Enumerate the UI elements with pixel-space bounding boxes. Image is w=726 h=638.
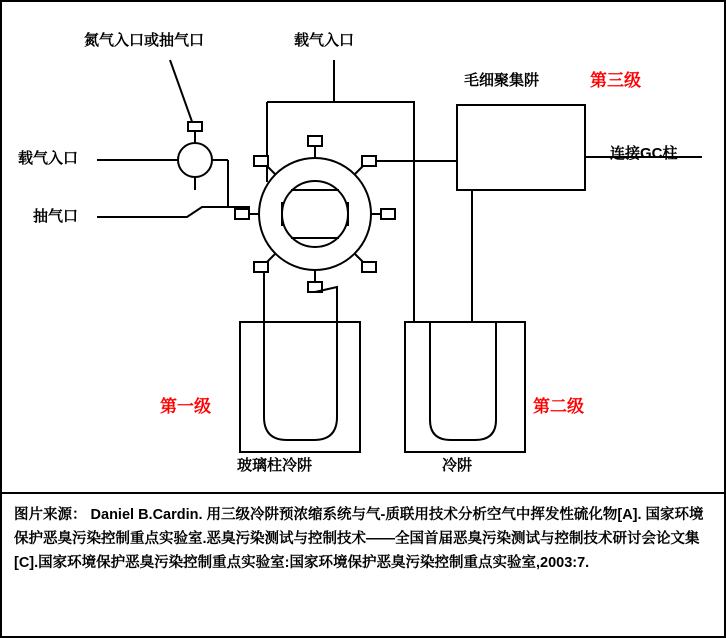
source-citation-text: 图片来源： Daniel B.Cardin. 用三级冷阱预浓缩系统与气-质联用技术分析空气中挥发性硫化物[A]. 国家环境保护恶臭污染控制重点实验室.恶臭污染测试与控制技术——全国首届恶臭污染测试与控制技术研讨会论文集[C].国家环境保护恶臭污染控制重点实验室:国家环境保护恶臭污染控制重点实验室,2003:7. bbox=[14, 507, 704, 571]
label-stage-two: 第二级 bbox=[533, 397, 584, 416]
valve-port-top bbox=[188, 122, 202, 131]
label-carrier-gas-inlet-left: 载气入口 bbox=[18, 150, 79, 167]
valve-body bbox=[178, 143, 212, 177]
stage1-dewar bbox=[240, 322, 360, 452]
label-stage-one: 第一级 bbox=[160, 397, 211, 416]
label-nitrogen-inlet: 氮气入口或抽气口 bbox=[84, 32, 205, 49]
diagram-area bbox=[2, 2, 724, 492]
source-citation-box bbox=[2, 492, 724, 636]
label-stage-three: 第三级 bbox=[590, 71, 641, 90]
line-pump-outlet bbox=[97, 207, 250, 217]
stage2-dewar bbox=[405, 322, 525, 452]
line-nitrogen-inlet bbox=[170, 60, 195, 130]
label-gc-column: 连接GC柱 bbox=[610, 145, 678, 162]
label-carrier-gas-inlet-top: 载气入口 bbox=[294, 32, 355, 49]
capillary-trap-box bbox=[457, 105, 585, 190]
line-carrier-gas-top bbox=[334, 60, 414, 112]
label-glass-column-cold-trap: 玻璃柱冷阱 bbox=[237, 457, 313, 474]
label-capillary-trap: 毛细聚集阱 bbox=[464, 72, 540, 89]
label-cold-trap: 冷阱 bbox=[442, 457, 473, 474]
label-pump-outlet: 抽气口 bbox=[33, 208, 79, 225]
